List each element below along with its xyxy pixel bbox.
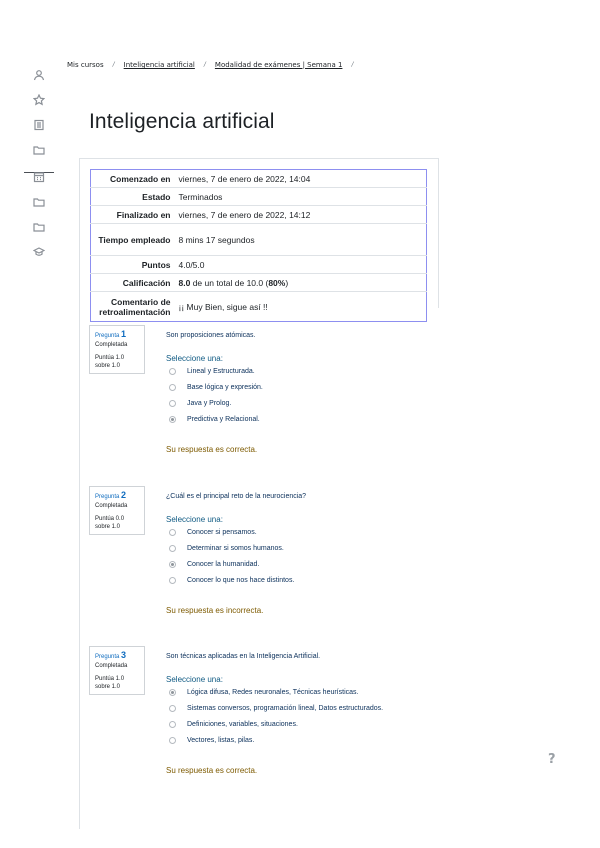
option-label: Determinar si somos humanos. (187, 544, 284, 552)
radio-button[interactable] (169, 384, 176, 391)
summary-label: Calificación (91, 274, 175, 292)
answer-option[interactable] (166, 556, 446, 572)
question-content (166, 653, 446, 775)
question-number-value: 3 (121, 650, 127, 660)
left-nav (24, 62, 54, 264)
question-state: Completada (95, 342, 128, 348)
question-label: Pregunta (95, 494, 120, 500)
summary-row (91, 274, 427, 292)
option-label: Vectores, listas, pilas. (187, 736, 255, 744)
question-grade: Puntúa 1.0 sobre 1.0 (95, 676, 125, 690)
nav-favorites[interactable] (24, 87, 54, 112)
answer-option[interactable] (166, 363, 446, 379)
summary-row (91, 292, 427, 322)
nav-folder-2[interactable] (24, 214, 54, 239)
question-info (89, 486, 145, 535)
summary-label: Estado (91, 188, 175, 206)
answer-option[interactable] (166, 716, 446, 732)
question-number (95, 650, 139, 660)
folder-icon (33, 221, 45, 233)
user-icon (33, 69, 45, 81)
option-label: Lógica difusa, Redes neuronales, Técnicas heurísticas. (187, 688, 359, 696)
answer-option[interactable] (166, 700, 446, 716)
option-label: Java y Prolog. (187, 399, 232, 407)
summary-value (175, 274, 427, 292)
summary-label: Puntos (91, 256, 175, 274)
breadcrumb-my-courses[interactable]: Mis cursos (67, 61, 104, 69)
answer-option[interactable] (166, 524, 446, 540)
radio-button[interactable] (169, 737, 176, 744)
answer-option[interactable] (166, 684, 446, 700)
question-prompt: Seleccione una: (166, 675, 223, 684)
panel-border (438, 158, 439, 308)
option-label: Base lógica y expresión. (187, 383, 263, 391)
question-prompt: Seleccione una: (166, 515, 223, 524)
option-label: Lineal y Estructurada. (187, 367, 255, 375)
page-title: Inteligencia artificial (89, 110, 275, 133)
breadcrumb-separator: / (203, 61, 206, 68)
radio-button-selected[interactable] (169, 689, 176, 696)
answer-option[interactable] (166, 572, 446, 588)
attempt-summary-table (90, 169, 427, 322)
grade-score: 8.0 (178, 277, 191, 288)
question-grade: Puntúa 1.0 sobre 1.0 (95, 355, 125, 369)
answer-option[interactable] (166, 379, 446, 395)
summary-row (91, 188, 427, 206)
summary-label: Finalizado en (91, 206, 175, 224)
question-number-value: 2 (121, 490, 127, 500)
nav-folder-1[interactable] (24, 189, 54, 214)
book-icon (33, 119, 45, 131)
summary-row (91, 170, 427, 188)
breadcrumb (67, 61, 362, 69)
radio-button[interactable] (169, 529, 176, 536)
breadcrumb-separator: / (112, 61, 115, 68)
nav-grades[interactable] (24, 112, 54, 137)
question-label: Pregunta (95, 333, 120, 339)
star-icon (33, 94, 45, 106)
breadcrumb-course[interactable]: Inteligencia artificial (123, 61, 195, 69)
radio-button[interactable] (169, 577, 176, 584)
question-content (166, 493, 446, 615)
calendar-icon (33, 171, 45, 183)
option-label: Conocer si pensamos. (187, 528, 257, 536)
option-label: Conocer la humanidad. (187, 560, 260, 568)
answer-option[interactable] (166, 540, 446, 556)
nav-participants[interactable] (24, 62, 54, 87)
answer-options (166, 524, 446, 588)
nav-courses[interactable] (24, 239, 54, 264)
answer-option[interactable] (166, 732, 446, 748)
nav-section-active[interactable] (24, 137, 54, 162)
grade-close: ) (285, 277, 289, 288)
question-state: Completada (95, 503, 128, 509)
summary-row (91, 224, 427, 256)
summary-row (91, 256, 427, 274)
option-label: Sistemas conversos, programación lineal, Datos estructurados. (187, 704, 384, 712)
question-text: ¿Cuál es el principal reto de la neurociencia? (166, 493, 307, 500)
nav-calendar[interactable] (24, 164, 54, 189)
summary-label: Tiempo empleado (91, 224, 175, 256)
radio-button[interactable] (169, 721, 176, 728)
summary-label: Comenzado en (91, 170, 175, 188)
question-info (89, 646, 145, 695)
question-feedback: Su respuesta es incorrecta. (166, 606, 264, 615)
breadcrumb-separator: / (351, 61, 354, 68)
answer-option[interactable] (166, 395, 446, 411)
answer-option[interactable] (166, 411, 446, 427)
breadcrumb-section[interactable]: Modalidad de exámenes | Semana 1 (214, 61, 343, 69)
answer-options (166, 684, 446, 748)
grade-total: de un total de 10.0 ( (190, 277, 269, 288)
panel-border (79, 158, 439, 159)
folder-icon (33, 196, 45, 208)
summary-label: Comentario de retroalimentación (99, 296, 171, 317)
option-label: Definiciones, variables, situaciones. (187, 720, 298, 728)
question-feedback: Su respuesta es correcta. (166, 766, 258, 775)
option-label: Conocer lo que nos hace distintos. (187, 576, 295, 584)
question-feedback: Su respuesta es correcta. (166, 445, 258, 454)
radio-button-selected[interactable] (169, 561, 176, 568)
summary-value: ¡¡ Muy Bien, sigue así !! (178, 301, 268, 312)
radio-button[interactable] (169, 368, 176, 375)
option-label: Predictiva y Relacional. (187, 415, 260, 423)
summary-value: Terminados (175, 188, 427, 206)
radio-button-selected[interactable] (169, 416, 176, 423)
question-content (166, 332, 446, 454)
question-state: Completada (95, 663, 128, 669)
help-button[interactable]: ? (548, 752, 556, 767)
question-info (89, 325, 145, 374)
folder-icon (33, 144, 45, 156)
question-text: Son técnicas aplicadas en la Inteligencia Artificial. (166, 653, 321, 660)
question-label: Pregunta (95, 654, 120, 660)
radio-button[interactable] (169, 705, 176, 712)
grade-percent: 80% (268, 277, 286, 288)
radio-button[interactable] (169, 400, 176, 407)
summary-value: viernes, 7 de enero de 2022, 14:12 (175, 206, 427, 224)
question-grade: Puntúa 0.0 sobre 1.0 (95, 516, 125, 530)
summary-value: 8 mins 17 segundos (175, 224, 427, 256)
summary-row (91, 206, 427, 224)
question-number (95, 490, 139, 500)
answer-options (166, 363, 446, 427)
summary-value: 4.0/5.0 (175, 256, 427, 274)
question-prompt: Seleccione una: (166, 354, 223, 363)
question-number-value: 1 (121, 329, 127, 339)
summary-value: viernes, 7 de enero de 2022, 14:04 (175, 170, 427, 188)
question-text: Son proposiciones atómicas. (166, 332, 256, 339)
panel-border (79, 159, 80, 829)
radio-button[interactable] (169, 545, 176, 552)
question-number (95, 329, 139, 339)
graduation-cap-icon (33, 246, 45, 258)
